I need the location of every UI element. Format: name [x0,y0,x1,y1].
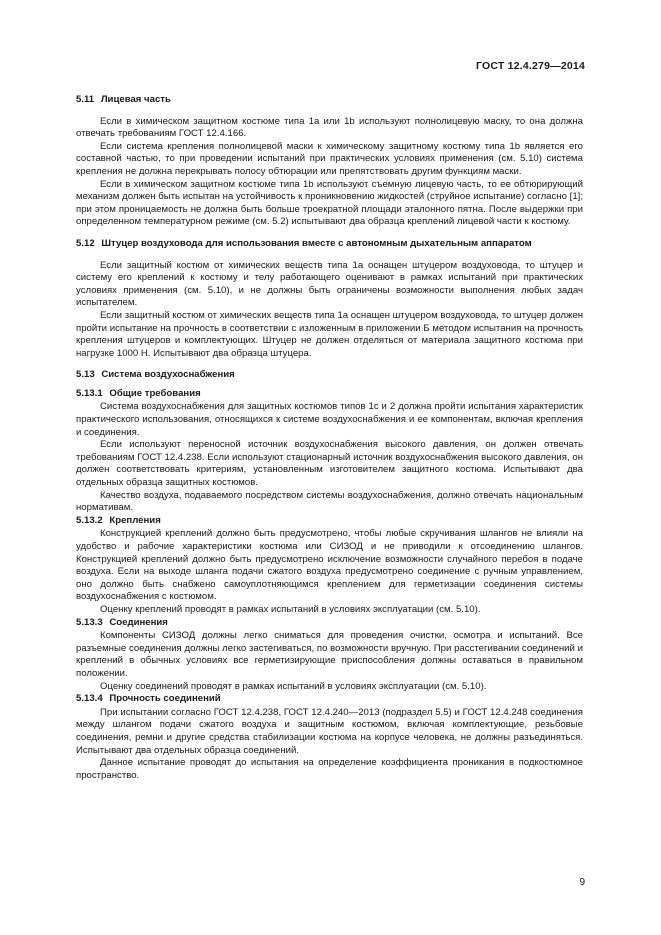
section-title: Штуцер воздуховода для использования вместе с автономным дыхательным аппаратом [101,237,532,249]
paragraph: Конструкцией креплений должно быть предусмотрено, чтобы любые скручивания шлангов не влияли на удобство и рабочие характеристики костюма или СИЗОД и не приводили к отсоединению шлангов. Конструкцией креплений должно быть предусмотрено исключение возможности случайного перебоя в подаче воздуха. Если на выходе шланга подачи сжатого воздуха предусмотрено соединение с ручным управлением, оно должно быть снабжено самоуплотняющимся креплением для герметизации соединения системы воздухоснабжения с костюмом. [76,528,583,603]
paragraph: Оценку креплений проводят в рамках испытаний в условиях эксплуатации (см. 5.10). [100,603,481,615]
paragraph: Если защитный костюм от химических веществ типа 1a оснащен штуцером воздуховода, то штуцер и систему его креплений к костюму и телу работающего оценивают в рамках испытаний при практических условиях применения (см. 5.10), и не должны быть ограничены возможности выполнения любых задач испытателем. [76,259,583,309]
subsection-heading-5-13-2 [76,515,583,528]
paragraph: Система воздухоснабжения для защитных костюмов типов 1c и 2 должна пройти испытания характеристик практического использования, относящихся к системе воздухоснабжения и ее компонентам, включая крепления и соединения. [76,401,583,438]
subsection-heading-5-13-4 [76,693,583,706]
subsection-number: 5.13.4 [76,693,103,705]
paragraph: При испытании согласно ГОСТ 12.4.238, ГОСТ 12.4.240—2013 (подраздел 5.5) и ГОСТ 12.4.248 соединения между шлангом подачи сжатого воздуха и защитным костюмом, включая комплектующие, резьбовые соединения, ремни и другие средства стабилизации костюма на корпусе человека, не должны разъединяться. Испытывают два отдельных образца соединений. [76,706,583,756]
subsection-title: Общие требования [109,387,201,399]
section-number: 5.11 [76,94,95,105]
paragraph: Если система крепления полнолицевой маски к химическому защитному костюму типа 1b является его составной частью, то при проведении испытаний при практических условиях применения (см. 5.10) система крепления не должна перекрывать полосу обтюрации или препятствовать другим функциям маски. [76,140,583,177]
paragraph: Если в химическом защитном костюме типа 1a или 1b используют полнолицевую маску, то она должна отвечать требованиям ГОСТ 12.4.166. [76,115,583,140]
section-heading-5-11 [76,94,583,107]
paragraph: Компоненты СИЗОД должны легко сниматься для проведения очистки, осмотра и испытаний. Все разъемные соединения должны легко застегиваться, по возможности вручную. При расстегивании соединений и креплений в обычных условиях все герметизирующие приспособления должны оставаться в правильном положении. [76,630,583,679]
section-title: Система воздухоснабжения [101,369,235,381]
section-title: Лицевая часть [100,94,171,105]
section-number: 5.12 [76,237,95,249]
section-heading-5-13 [76,369,583,382]
paragraph: Качество воздуха, подаваемого посредством системы воздухоснабжения, должно отвечать национальным нормативам. [76,489,583,514]
subsection-title: Крепления [109,514,161,526]
document-code: ГОСТ 12.4.279—2014 [476,60,585,72]
page-number: 9 [579,877,585,888]
subsection-title: Соединения [109,616,168,628]
subsection-heading-5-13-3 [76,617,583,630]
subsection-number: 5.13.3 [76,616,103,628]
subsection-number: 5.13.2 [76,514,103,526]
subsection-heading-5-13-1 [76,388,583,401]
document-body [76,94,583,782]
section-number: 5.13 [76,369,95,381]
subsection-title: Прочность соединений [109,693,221,705]
section-heading-5-12 [76,238,583,251]
paragraph: Данное испытание проводят до испытания на определение коэффициента проникания в подкостюмное пространство. [76,757,583,781]
paragraph: Если используют переносной источник воздухоснабжения высокого давления, он должен отвечать требованиям ГОСТ 12.4.238. Если используют стационарный источник воздухоснабжения высокого давления, он должен соответствовать критериям, установленным изготовителем защитного костюма. Испытывают два отдельных образца защитных костюмов. [76,439,583,489]
paragraph: Оценку соединений проводят в рамках испытаний в условиях эксплуатации (см. 5.10). [100,680,487,692]
paragraph: Если в химическом защитном костюме типа 1b используют съемную лицевую часть, то ее обтюрирующий механизм должен быть испытан на устойчивость к проникновению жидкостей (струйное испытание) согласно [1]; при этом проницаемость не должна быть больше троекратной площади эталонного пятна. После выдержки при определенном температурном режиме (см. 5.2) испытывают два образца креплений лицевой части к костюму. [76,178,583,228]
paragraph: Если защитный костюм от химических веществ типа 1a оснащен штуцером воздуховода, то штуцер должен пройти испытание на прочность в соответствии с изложенным в приложении Б методом испытания на прочность крепления штуцеров и комплектующих. Штуцер не должен отделяться от материала защитного костюма при нагрузке 1000 Н. Испытывают два образца штуцера. [76,309,583,359]
subsection-number: 5.13.1 [76,387,103,399]
